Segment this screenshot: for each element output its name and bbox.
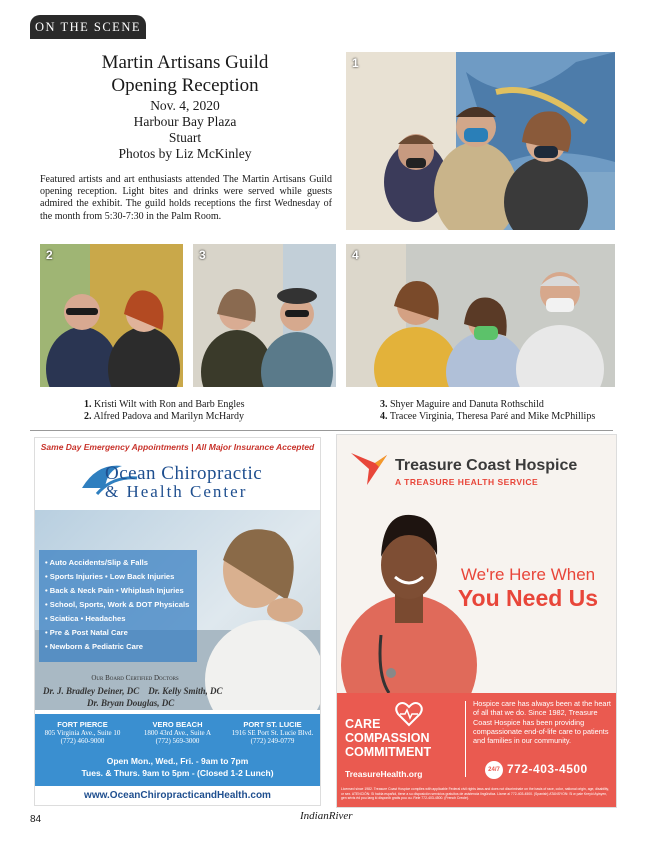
ad-banner: Same Day Emergency Appointments | All Major Insurance Accepted bbox=[40, 442, 315, 452]
caption-3: 3. Shyer Maguire and Danuta Rothschild bbox=[380, 399, 544, 410]
event-city: Stuart bbox=[168, 130, 202, 145]
ad-treasure-coast-hospice[interactable] bbox=[336, 434, 617, 808]
caption-4: 4. Tracee Virginia, Theresa Paré and Mike McPhillips bbox=[380, 411, 596, 422]
24-7-badge-icon: 24/7 bbox=[485, 761, 503, 779]
clinic-name-line2: & Health Center bbox=[105, 482, 248, 501]
caption-2: 2. Alfred Padova and Marilyn McHardy bbox=[84, 411, 244, 422]
hours-line1: Open Mon., Wed., Fri. - 9am to 7pm bbox=[106, 756, 249, 766]
location-port-st-lucie: PORT ST. LUCIE 1916 SE Port St. Lucie Blvd. (772) 249-0779 bbox=[231, 720, 314, 745]
fine-print: Licensed since 1982. Treasure Coast Hospice complies with applicable Federal civil rights laws and does not discriminate on the basis of race, color, national origin, age, disability, or sex. ATENCIÓN: Si habla español, tiene a su disposición servicios gratuitos de asistencia lingüística. Llame al 772-403-4500. (Spanish) ATANSYON: Si w pale Kreyòl Ayisyen, gen sèvis èd pou lang ki disponib gratis pou ou. Rele 772-403-4500. (French Creole). bbox=[341, 787, 609, 801]
article-title-line2: Opening Reception bbox=[111, 75, 259, 96]
photo-number: 3 bbox=[199, 248, 206, 262]
doctors-line2: Dr. Bryan Douglas, DC bbox=[87, 698, 175, 708]
board-certified-label: Our Board Certified Doctors bbox=[91, 674, 179, 682]
hospice-name: Treasure Coast Hospice bbox=[395, 457, 578, 474]
article-title-line1: Martin Artisans Guild bbox=[101, 52, 269, 73]
service-item: • Sciatica • Headaches bbox=[45, 614, 126, 623]
hospice-blurb: Hospice care has always been at the heart of all that we do. Since 1982, Treasure Coast Hospice has been providing compassionate end-of-life care to patients and families in our community. bbox=[473, 699, 611, 746]
hummingbird-logo-icon bbox=[349, 445, 389, 489]
clinic-url-link[interactable]: www.OceanChiropracticandHealth.com bbox=[84, 790, 271, 801]
article-intro: Featured artists and art enthusiasts attended The Martin Artisans Guild opening reception. Light bites and drinks were served while guests admired the exhibit. The guild holds receptions the first Wednesday of the month from 5:30-7:30 in the Palm Room. bbox=[40, 174, 332, 222]
section-tag: ON THE SCENE bbox=[30, 15, 146, 39]
hospice-website-link[interactable]: TreasureHealth.org bbox=[345, 769, 423, 779]
service-item: • Newborn & Pediatric Care bbox=[45, 642, 144, 651]
photo-number: 2 bbox=[46, 248, 53, 262]
event-date: Nov. 4, 2020 bbox=[150, 98, 220, 113]
doctors-line1: Dr. J. Bradley Deiner, DC Dr. Kelly Smith, DC bbox=[43, 686, 223, 696]
service-item: • Back & Neck Pain • Whiplash Injuries bbox=[45, 586, 184, 595]
panel-divider bbox=[465, 701, 466, 777]
care-line3: COMMITMENT bbox=[345, 745, 432, 759]
hospice-sub: A TREASURE HEALTH SERVICE bbox=[395, 477, 539, 487]
page-number: 84 bbox=[30, 814, 42, 825]
photo-3 bbox=[193, 244, 336, 387]
service-item: • School, Sports, Work & DOT Physicals bbox=[45, 600, 190, 609]
care-panel bbox=[337, 693, 616, 807]
services-list bbox=[39, 550, 197, 662]
headline-line2: You Need Us bbox=[457, 585, 599, 611]
care-line1: CARE bbox=[345, 717, 381, 731]
photo-1 bbox=[346, 52, 615, 230]
service-item: • Sports Injuries • Low Back Injuries bbox=[45, 572, 175, 581]
caption-1: 1. Kristi Wilt with Ron and Barb Engles bbox=[84, 399, 245, 410]
clinic-name-line1: Ocean Chiropractic bbox=[105, 463, 263, 484]
service-item: • Pre & Post Natal Care bbox=[45, 628, 128, 637]
photo-number: 1 bbox=[352, 56, 359, 70]
location-fort-pierce: FORT PIERCE 805 Virginia Ave., Suite 10 (772) 460-9000 bbox=[44, 720, 121, 745]
hospice-phone-link[interactable]: 772-403-4500 bbox=[507, 762, 588, 776]
photo-credit: Photos by Liz McKinley bbox=[118, 146, 252, 161]
photo-number: 4 bbox=[352, 248, 359, 262]
event-venue: Harbour Bay Plaza bbox=[133, 114, 237, 129]
heartbeat-icon bbox=[395, 701, 423, 727]
photo-2 bbox=[40, 244, 183, 387]
hours-line2: Tues. & Thurs. 9am to 5pm - (Closed 1-2 Lunch) bbox=[81, 768, 274, 778]
service-item: • Auto Accidents/Slip & Falls bbox=[45, 558, 148, 567]
care-line2: COMPASSION bbox=[345, 731, 430, 745]
headline-line1: We're Here When bbox=[460, 565, 596, 584]
location-vero-beach: VERO BEACH 1800 43rd Ave., Suite A (772) 569-3000 bbox=[143, 720, 212, 745]
section-divider bbox=[30, 430, 613, 431]
ad-ocean-chiropractic[interactable] bbox=[34, 437, 321, 806]
locations-bar bbox=[35, 714, 320, 786]
photo-4 bbox=[346, 244, 615, 387]
magazine-logo: IndianRiver bbox=[300, 810, 353, 822]
